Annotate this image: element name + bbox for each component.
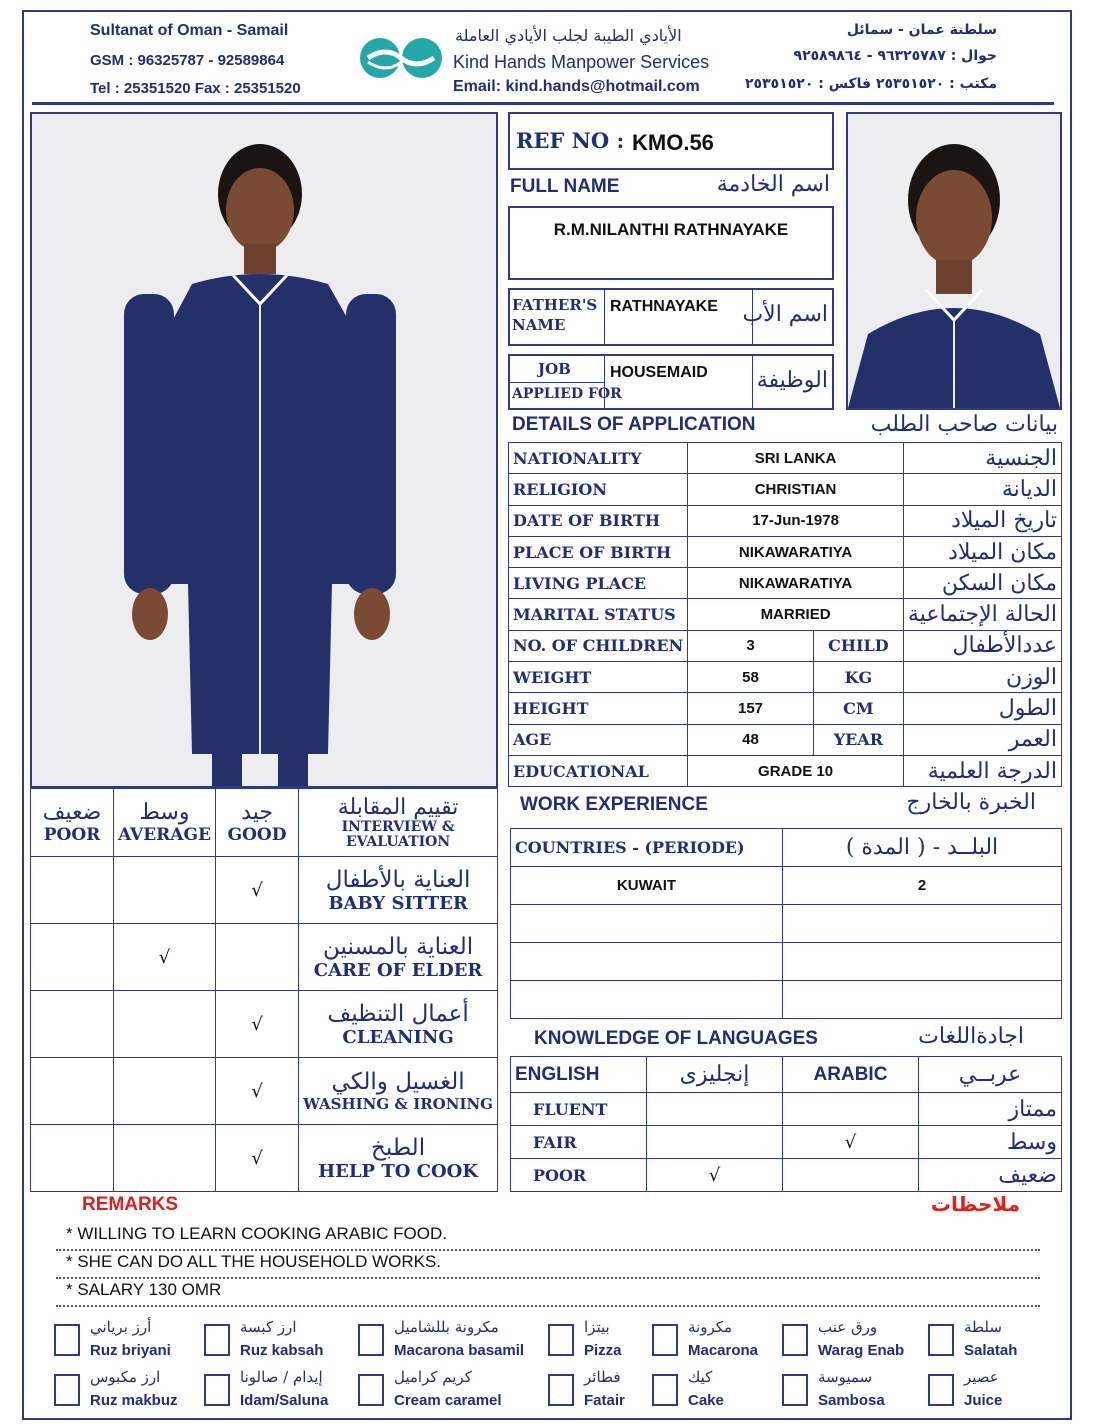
food-name-ar: بيتزا bbox=[584, 1318, 610, 1336]
remarks-label: REMARKS bbox=[82, 1194, 179, 1215]
eval-good-label: GOOD bbox=[227, 825, 287, 845]
work-title-ar: الخبرة بالخارج bbox=[906, 790, 1036, 815]
eval-average-mark bbox=[114, 857, 216, 924]
header-left-line2: GSM : 96325787 - 92589864 bbox=[90, 52, 285, 69]
portrait-photo bbox=[846, 112, 1062, 410]
lang-english: ENGLISH bbox=[511, 1057, 647, 1093]
lang-english-ar: إنجليزى bbox=[647, 1057, 783, 1093]
header-right-line2: جوال : ٩٦٣٢٥٧٨٧ - ٩٢٥٨٩٨٦٤ bbox=[793, 48, 997, 64]
food-checkbox[interactable] bbox=[652, 1374, 678, 1406]
work-row bbox=[511, 943, 1062, 981]
eval-poor-mark bbox=[31, 857, 114, 924]
details-label: HEIGHT bbox=[509, 693, 688, 724]
eval-skill-ar: الغسيل والكي bbox=[331, 1069, 465, 1095]
lang-level: FAIR bbox=[511, 1126, 647, 1159]
work-row bbox=[511, 981, 1062, 1019]
eval-head-1: INTERVIEW & bbox=[341, 819, 455, 835]
food-name-ar: سلطة bbox=[964, 1318, 1002, 1336]
company-email: Email: kind.hands@hotmail.com bbox=[453, 78, 700, 95]
details-value: 3 bbox=[688, 630, 814, 661]
eval-row bbox=[31, 1125, 498, 1192]
details-value: 157 bbox=[688, 693, 814, 724]
details-table bbox=[508, 442, 1062, 787]
food-name-en: Macarona bbox=[688, 1342, 759, 1359]
father-label-2: NAME bbox=[512, 316, 566, 334]
details-row bbox=[509, 505, 1062, 536]
details-value: SRI LANKA bbox=[688, 443, 904, 474]
lang-level-ar: ضعيف bbox=[919, 1159, 1062, 1192]
details-row bbox=[509, 630, 1062, 661]
food-name-ar: ارز كبسة bbox=[240, 1318, 297, 1336]
remark-line-3: * SALARY 130 OMR bbox=[66, 1280, 222, 1299]
food-name-en: Warag Enab bbox=[818, 1342, 905, 1359]
father-label-1: FATHER'S bbox=[512, 296, 598, 314]
details-value: 48 bbox=[688, 724, 814, 755]
eval-average-mark bbox=[114, 1058, 216, 1125]
food-name-en: Ruz kabsah bbox=[240, 1342, 324, 1359]
lang-arabic-mark bbox=[783, 1093, 919, 1126]
food-item bbox=[358, 1368, 502, 1416]
details-value: CHRISTIAN bbox=[688, 474, 904, 505]
eval-good-mark: √ bbox=[215, 991, 298, 1058]
food-name-en: Ruz briyani bbox=[90, 1342, 171, 1359]
food-name-ar: ارز مكبوس bbox=[90, 1368, 161, 1386]
eval-skill-label: CLEANING bbox=[342, 1026, 454, 1048]
evaluation-table bbox=[30, 788, 498, 1192]
food-item bbox=[204, 1320, 344, 1366]
eval-skill-label: WASHING & IRONING bbox=[303, 1095, 493, 1113]
eval-row bbox=[31, 1058, 498, 1125]
lang-arabic-mark bbox=[783, 1159, 919, 1192]
food-checkbox[interactable] bbox=[54, 1324, 80, 1356]
eval-head-2: EVALUATION bbox=[345, 834, 451, 850]
remark-divider-1 bbox=[56, 1249, 1040, 1251]
eval-average-mark bbox=[114, 991, 216, 1058]
eval-poor-mark bbox=[31, 1125, 114, 1192]
lang-level: FLUENT bbox=[511, 1093, 647, 1126]
full-name-box bbox=[508, 206, 834, 280]
food-name-ar: عصير bbox=[964, 1368, 999, 1386]
remarks-label-ar: ملاحظات bbox=[930, 1192, 1020, 1216]
eval-good-mark: √ bbox=[215, 1058, 298, 1125]
food-checkbox[interactable] bbox=[358, 1374, 384, 1406]
details-label-ar: العمر bbox=[903, 724, 1061, 755]
details-label: RELIGION bbox=[509, 474, 688, 505]
work-row bbox=[511, 867, 1062, 905]
ref-no-box bbox=[508, 112, 834, 170]
food-name-en: Salatah bbox=[964, 1342, 1018, 1359]
food-name-en: Fatair bbox=[584, 1392, 625, 1409]
details-value: GRADE 10 bbox=[688, 755, 904, 786]
header-left-line1: Sultanat of Oman - Samail bbox=[90, 22, 289, 39]
food-item bbox=[54, 1320, 194, 1366]
food-item bbox=[928, 1320, 1068, 1366]
eval-good-mark: √ bbox=[215, 1125, 298, 1192]
details-value: NIKAWARATIYA bbox=[688, 568, 904, 599]
remark-line-1: * WILLING TO LEARN COOKING ARABIC FOOD. bbox=[66, 1224, 448, 1243]
food-checkbox[interactable] bbox=[204, 1374, 230, 1406]
remark-divider-3 bbox=[56, 1305, 1040, 1307]
food-checkbox[interactable] bbox=[928, 1324, 954, 1356]
food-name-en: Macarona basamil bbox=[394, 1342, 525, 1359]
food-checkbox[interactable] bbox=[54, 1374, 80, 1406]
eval-poor-mark bbox=[31, 1058, 114, 1125]
food-checkbox[interactable] bbox=[928, 1374, 954, 1406]
eval-skill-ar: أعمال التنظيف bbox=[327, 1000, 469, 1027]
eval-skill-label: CARE OF ELDER bbox=[313, 959, 483, 981]
eval-poor-mark bbox=[31, 991, 114, 1058]
details-row bbox=[509, 536, 1062, 567]
details-label-ar: الحالة الإجتماعية bbox=[903, 599, 1061, 630]
food-name-en: Cake bbox=[688, 1392, 724, 1409]
eval-row bbox=[31, 857, 498, 924]
details-label-ar: الديانة bbox=[903, 474, 1061, 505]
food-item bbox=[54, 1370, 194, 1416]
father-label-ar: اسم الأب bbox=[742, 302, 828, 327]
food-name-ar: كريم كراميل bbox=[394, 1368, 472, 1386]
header-left-line3: Tel : 25351520 Fax : 25351520 bbox=[90, 80, 301, 97]
details-row bbox=[509, 693, 1062, 724]
food-name-ar: كيك bbox=[688, 1368, 713, 1386]
details-title: DETAILS OF APPLICATION bbox=[512, 414, 756, 435]
food-checkbox[interactable] bbox=[204, 1324, 230, 1356]
details-label: NO. OF CHILDREN bbox=[509, 630, 688, 661]
job-box bbox=[508, 354, 834, 410]
eval-skill-ar: العناية بالأطفال bbox=[325, 866, 471, 893]
food-name-ar: إيدام / صالونا bbox=[240, 1368, 323, 1386]
food-item bbox=[782, 1320, 922, 1366]
languages-table bbox=[510, 1056, 1062, 1192]
eval-skill-label: BABY SITTER bbox=[328, 892, 468, 914]
lang-row bbox=[511, 1159, 1062, 1192]
eval-poor-ar: ضعيف bbox=[42, 800, 102, 825]
company-name-ar: الأيادي الطيبة لجلب الأيادي العاملة bbox=[455, 26, 682, 45]
ref-no-value: KMO.56 bbox=[632, 130, 714, 155]
details-unit: CHILD bbox=[813, 630, 903, 661]
eval-skill-label: HELP TO COOK bbox=[318, 1160, 478, 1182]
work-period bbox=[783, 905, 1062, 943]
details-row bbox=[509, 474, 1062, 505]
job-label-ar: الوظيفة bbox=[756, 368, 828, 393]
lang-row bbox=[511, 1093, 1062, 1126]
full-name-label: FULL NAME bbox=[510, 176, 620, 197]
company-logo-icon bbox=[356, 36, 446, 80]
work-col-period-ar: البلــد - ( المدة ) bbox=[783, 829, 1062, 867]
eval-poor-label: POOR bbox=[43, 825, 101, 845]
work-row bbox=[511, 905, 1062, 943]
job-label-2: APPLIED FOR bbox=[512, 386, 622, 402]
food-checkbox[interactable] bbox=[782, 1324, 808, 1356]
details-row bbox=[509, 568, 1062, 599]
details-row bbox=[509, 724, 1062, 755]
details-value: 17-Jun-1978 bbox=[688, 505, 904, 536]
food-checkbox[interactable] bbox=[548, 1324, 574, 1356]
work-title: WORK EXPERIENCE bbox=[520, 794, 708, 815]
lang-row bbox=[511, 1126, 1062, 1159]
eval-good-ar: جيد bbox=[241, 800, 273, 825]
eval-average-mark bbox=[114, 1125, 216, 1192]
details-unit: KG bbox=[813, 662, 903, 693]
work-period: 2 bbox=[783, 867, 1062, 905]
work-country: KUWAIT bbox=[511, 867, 783, 905]
food-checkbox[interactable] bbox=[548, 1374, 574, 1406]
eval-good-mark: √ bbox=[215, 857, 298, 924]
details-unit: CM bbox=[813, 693, 903, 724]
eval-skill-ar: الطبخ bbox=[371, 1134, 426, 1161]
details-value: NIKAWARATIYA bbox=[688, 536, 904, 567]
details-label-ar: عددالأطفال bbox=[903, 630, 1061, 661]
eval-head-ar: تقييم المقابلة bbox=[337, 795, 459, 820]
lang-level-ar: وسط bbox=[919, 1126, 1062, 1159]
details-value: 58 bbox=[688, 662, 814, 693]
food-item bbox=[652, 1370, 792, 1416]
details-label-ar: الدرجة العلمية bbox=[903, 755, 1061, 786]
details-row bbox=[509, 662, 1062, 693]
food-item bbox=[358, 1318, 525, 1366]
details-label: WEIGHT bbox=[509, 662, 688, 693]
food-name-ar: ورق عنب bbox=[818, 1318, 878, 1336]
lang-level: POOR bbox=[511, 1159, 647, 1192]
job-label-1: JOB bbox=[538, 360, 571, 378]
food-name-en: Idam/Saluna bbox=[240, 1392, 329, 1409]
remark-divider-2 bbox=[56, 1277, 1040, 1279]
food-name-en: Juice bbox=[964, 1392, 1003, 1409]
lang-arabic: ARABIC bbox=[783, 1057, 919, 1093]
food-name-ar: مكرونة بللشاميل bbox=[394, 1318, 499, 1336]
header-right-line3: مكتب : ٢٥٣٥١٥٢٠ فاكس : ٢٥٣٥١٥٢٠ bbox=[745, 76, 997, 92]
lang-english-mark bbox=[647, 1093, 783, 1126]
work-country bbox=[511, 943, 783, 981]
eval-average-label: AVERAGE bbox=[118, 825, 211, 845]
lang-arabic-ar: عربــي bbox=[919, 1057, 1062, 1093]
eval-row bbox=[31, 924, 498, 991]
eval-average-ar: وسط bbox=[139, 800, 190, 825]
details-label-ar: الجنسية bbox=[903, 443, 1061, 474]
ref-no-label: REF NO : bbox=[516, 128, 625, 153]
job-value: HOUSEMAID bbox=[610, 364, 708, 381]
eval-average-mark: √ bbox=[114, 924, 216, 991]
work-period bbox=[783, 943, 1062, 981]
work-col-countries: COUNTRIES - (PERIODE) bbox=[511, 829, 783, 867]
header-right-line1: سلطنة عمان - سمائل bbox=[846, 22, 997, 38]
details-value: MARRIED bbox=[688, 599, 904, 630]
lang-english-mark bbox=[647, 1126, 783, 1159]
food-checkbox[interactable] bbox=[358, 1324, 384, 1356]
details-row bbox=[509, 599, 1062, 630]
food-name-en: Cream caramel bbox=[394, 1392, 502, 1409]
food-name-ar: فطائر bbox=[584, 1368, 621, 1386]
full-body-photo bbox=[30, 112, 498, 788]
food-item bbox=[204, 1370, 344, 1416]
food-name-ar: سميوسة bbox=[818, 1368, 873, 1386]
eval-poor-mark bbox=[31, 924, 114, 991]
eval-good-mark bbox=[215, 924, 298, 991]
details-label: LIVING PLACE bbox=[509, 568, 688, 599]
food-checkbox[interactable] bbox=[782, 1374, 808, 1406]
father-name-box bbox=[508, 288, 834, 346]
details-title-ar: بيانات صاحب الطلب bbox=[870, 412, 1058, 437]
food-name-ar: مكرونة bbox=[688, 1318, 733, 1336]
work-country bbox=[511, 905, 783, 943]
eval-skill-ar: العناية بالمسنين bbox=[323, 933, 474, 960]
details-label: PLACE OF BIRTH bbox=[509, 536, 688, 567]
remark-line-2: * SHE CAN DO ALL THE HOUSEHOLD WORKS. bbox=[66, 1252, 442, 1271]
father-name-value: RATHNAYAKE bbox=[610, 298, 718, 315]
full-name-label-ar: اسم الخادمة bbox=[716, 172, 830, 197]
details-row bbox=[509, 755, 1062, 786]
lang-english-mark: √ bbox=[647, 1159, 783, 1192]
header-divider bbox=[32, 102, 1054, 105]
food-item bbox=[928, 1370, 1068, 1416]
details-label-ar: مكان الميلاد bbox=[903, 536, 1061, 567]
details-label: MARITAL STATUS bbox=[509, 599, 688, 630]
food-item bbox=[652, 1320, 792, 1366]
food-name-en: Sambosa bbox=[818, 1392, 885, 1409]
languages-title-ar: اجادةاللغات bbox=[918, 1024, 1024, 1049]
languages-title: KNOWLEDGE OF LANGUAGES bbox=[534, 1028, 818, 1049]
lang-arabic-mark: √ bbox=[783, 1126, 919, 1159]
eval-row bbox=[31, 991, 498, 1058]
food-name-ar: أرز برياني bbox=[90, 1318, 152, 1336]
details-unit: YEAR bbox=[813, 724, 903, 755]
details-label: DATE OF BIRTH bbox=[509, 505, 688, 536]
food-name-en: Pizza bbox=[584, 1342, 622, 1359]
details-label: EDUCATIONAL bbox=[509, 755, 688, 786]
details-label-ar: الوزن bbox=[903, 662, 1061, 693]
company-name-en: Kind Hands Manpower Services bbox=[453, 52, 710, 72]
work-country bbox=[511, 981, 783, 1019]
details-label-ar: الطول bbox=[903, 693, 1061, 724]
details-row bbox=[509, 443, 1062, 474]
work-table bbox=[510, 828, 1062, 1019]
details-label: NATIONALITY bbox=[509, 443, 688, 474]
lang-level-ar: ممتاز bbox=[919, 1093, 1062, 1126]
food-name-en: Ruz makbuz bbox=[90, 1392, 178, 1409]
food-checkbox[interactable] bbox=[652, 1324, 678, 1356]
details-label: AGE bbox=[509, 724, 688, 755]
details-label-ar: مكان السكن bbox=[903, 568, 1061, 599]
full-name-value: R.M.NILANTHI RATHNAYAKE bbox=[553, 220, 789, 239]
food-item bbox=[782, 1370, 922, 1416]
work-period bbox=[783, 981, 1062, 1019]
details-label-ar: تاريخ الميلاد bbox=[903, 505, 1061, 536]
